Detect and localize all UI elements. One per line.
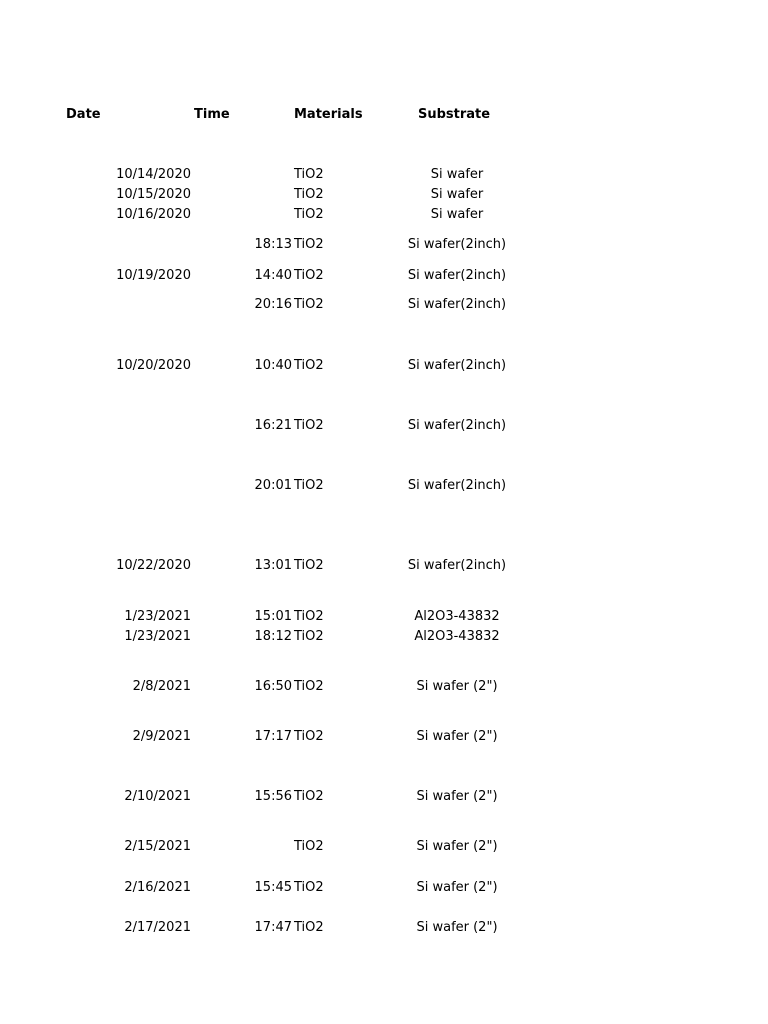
cell-time[interactable]: 20:16 xyxy=(254,297,292,312)
table-row xyxy=(0,839,768,855)
column-header-materials[interactable]: Materials xyxy=(294,107,363,122)
cell-materials[interactable]: TiO2 xyxy=(294,358,324,373)
cell-substrate[interactable]: Al2O3-43832 xyxy=(414,609,500,624)
cell-date[interactable]: 10/20/2020 xyxy=(116,358,191,373)
cell-date[interactable] xyxy=(60,418,191,434)
cell-time[interactable]: 20:01 xyxy=(254,478,292,493)
cell-substrate[interactable]: Si wafer xyxy=(430,187,484,202)
cell-substrate[interactable]: Si wafer(2inch) xyxy=(407,478,507,493)
cell-time[interactable]: 16:21 xyxy=(254,418,292,433)
cell-substrate[interactable]: Si wafer (2") xyxy=(416,839,498,854)
cell-materials[interactable]: TiO2 xyxy=(294,920,324,935)
cell-substrate[interactable]: Si wafer xyxy=(430,207,484,222)
cell-date[interactable]: 2/16/2021 xyxy=(124,880,191,895)
cell-date[interactable]: 2/10/2021 xyxy=(124,789,191,804)
cell-materials[interactable]: TiO2 xyxy=(294,418,324,433)
table-row xyxy=(0,609,768,625)
cell-substrate[interactable]: Si wafer (2") xyxy=(416,729,498,744)
table-row xyxy=(0,629,768,645)
cell-time[interactable]: 17:47 xyxy=(254,920,292,935)
cell-time[interactable]: 13:01 xyxy=(254,558,292,573)
table-row xyxy=(0,167,768,183)
table-row xyxy=(0,187,768,203)
cell-materials[interactable]: TiO2 xyxy=(294,207,324,222)
cell-materials[interactable]: TiO2 xyxy=(294,729,324,744)
table-row xyxy=(0,880,768,896)
cell-date[interactable]: 10/15/2020 xyxy=(116,187,191,202)
table-row xyxy=(0,679,768,695)
cell-materials[interactable]: TiO2 xyxy=(294,839,324,854)
cell-date[interactable]: 1/23/2021 xyxy=(124,609,191,624)
cell-date[interactable] xyxy=(60,237,191,253)
cell-materials[interactable]: TiO2 xyxy=(294,237,324,252)
cell-date[interactable]: 1/23/2021 xyxy=(124,629,191,644)
column-header-time[interactable]: Time xyxy=(194,107,230,122)
cell-substrate[interactable]: Si wafer(2inch) xyxy=(407,418,507,433)
table-row xyxy=(0,729,768,745)
cell-materials[interactable]: TiO2 xyxy=(294,478,324,493)
cell-time[interactable] xyxy=(232,207,292,223)
cell-materials[interactable]: TiO2 xyxy=(294,789,324,804)
table-row xyxy=(0,237,768,253)
table-row xyxy=(0,478,768,494)
cell-substrate[interactable]: Si wafer(2inch) xyxy=(407,268,507,283)
table-row xyxy=(0,920,768,936)
cell-substrate[interactable]: Si wafer (2") xyxy=(416,880,498,895)
cell-materials[interactable]: TiO2 xyxy=(294,558,324,573)
cell-time[interactable]: 10:40 xyxy=(254,358,292,373)
cell-substrate[interactable]: Si wafer xyxy=(430,167,484,182)
cell-substrate[interactable]: Si wafer(2inch) xyxy=(407,297,507,312)
table-row xyxy=(0,418,768,434)
cell-time[interactable] xyxy=(232,839,292,855)
cell-date[interactable]: 10/14/2020 xyxy=(116,167,191,182)
cell-date[interactable] xyxy=(60,478,191,494)
table-row xyxy=(0,207,768,223)
cell-time[interactable]: 16:50 xyxy=(254,679,292,694)
cell-substrate[interactable]: Al2O3-43832 xyxy=(414,629,500,644)
cell-date[interactable]: 2/15/2021 xyxy=(124,839,191,854)
cell-time[interactable]: 15:45 xyxy=(254,880,292,895)
cell-date[interactable]: 10/22/2020 xyxy=(116,558,191,573)
cell-substrate[interactable]: Si wafer (2") xyxy=(416,679,498,694)
table-row xyxy=(0,789,768,805)
cell-substrate[interactable]: Si wafer(2inch) xyxy=(407,358,507,373)
cell-time[interactable]: 14:40 xyxy=(254,268,292,283)
cell-time[interactable]: 18:12 xyxy=(254,629,292,644)
cell-date[interactable]: 2/8/2021 xyxy=(132,679,191,694)
cell-time[interactable]: 17:17 xyxy=(254,729,292,744)
cell-materials[interactable]: TiO2 xyxy=(294,629,324,644)
table-row xyxy=(0,558,768,574)
column-header-substrate[interactable]: Substrate xyxy=(418,107,491,122)
cell-date[interactable]: 2/17/2021 xyxy=(124,920,191,935)
cell-materials[interactable]: TiO2 xyxy=(294,609,324,624)
cell-date[interactable]: 2/9/2021 xyxy=(132,729,191,744)
cell-materials[interactable]: TiO2 xyxy=(294,167,324,182)
column-header-date[interactable]: Date xyxy=(66,107,101,122)
cell-substrate[interactable]: Si wafer(2inch) xyxy=(407,558,507,573)
cell-materials[interactable]: TiO2 xyxy=(294,268,324,283)
cell-date[interactable] xyxy=(60,297,191,313)
cell-time[interactable]: 15:01 xyxy=(254,609,292,624)
cell-materials[interactable]: TiO2 xyxy=(294,679,324,694)
cell-time[interactable] xyxy=(232,167,292,183)
cell-time[interactable]: 15:56 xyxy=(254,789,292,804)
table-row xyxy=(0,358,768,374)
cell-date[interactable]: 10/16/2020 xyxy=(116,207,191,222)
cell-date[interactable]: 10/19/2020 xyxy=(116,268,191,283)
cell-time[interactable]: 18:13 xyxy=(254,237,292,252)
cell-materials[interactable]: TiO2 xyxy=(294,297,324,312)
cell-substrate[interactable]: Si wafer (2") xyxy=(416,789,498,804)
cell-substrate[interactable]: Si wafer(2inch) xyxy=(407,237,507,252)
table-row xyxy=(0,297,768,313)
cell-time[interactable] xyxy=(232,187,292,203)
cell-substrate[interactable]: Si wafer (2") xyxy=(416,920,498,935)
cell-materials[interactable]: TiO2 xyxy=(294,880,324,895)
table-row xyxy=(0,268,768,284)
cell-materials[interactable]: TiO2 xyxy=(294,187,324,202)
